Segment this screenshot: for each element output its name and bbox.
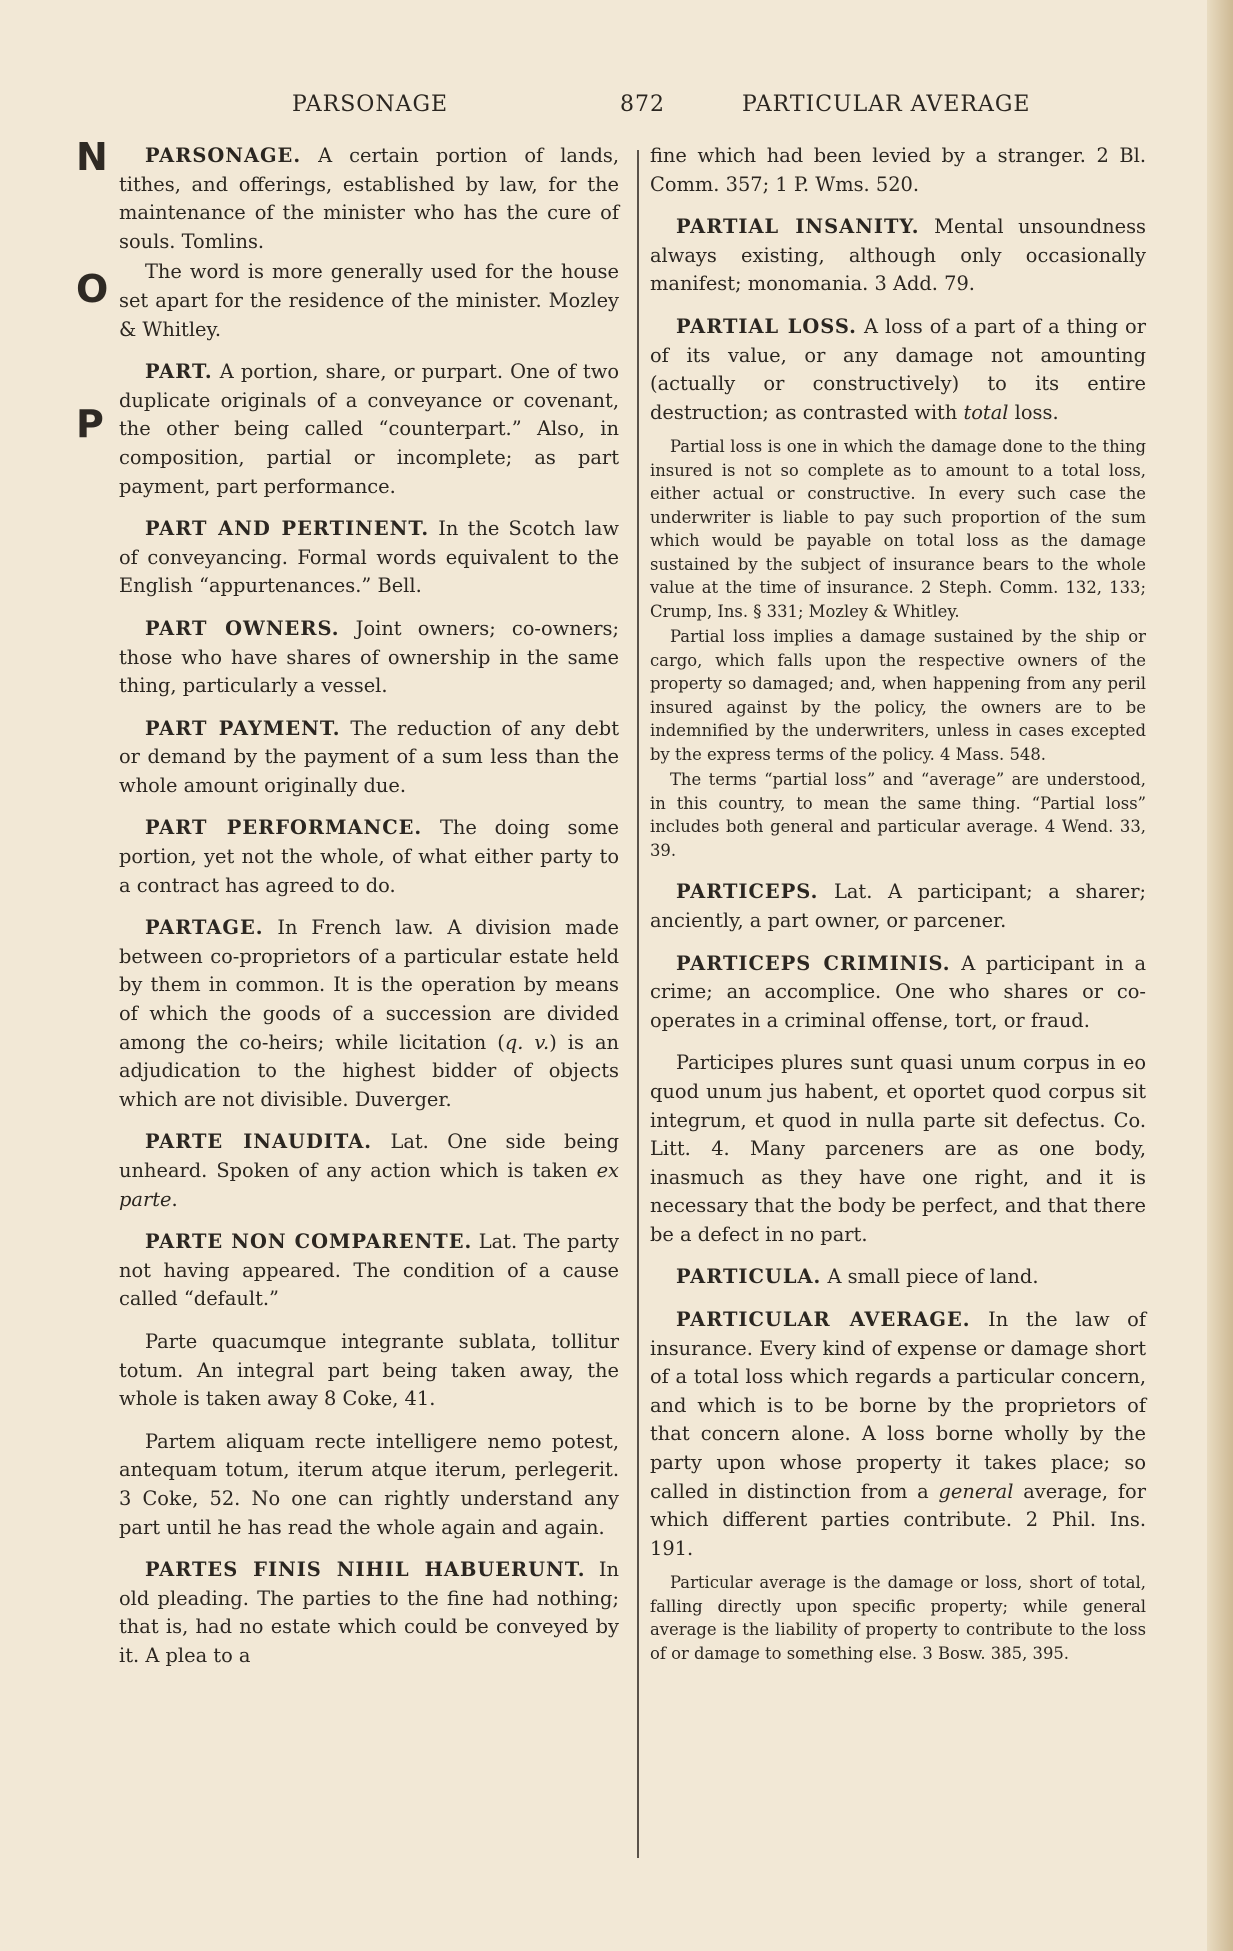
page-edge-shadow	[1207, 0, 1233, 1951]
definition: The reduction of any debt or demand by the payment of a sum less than the whole amount originally due.	[119, 716, 619, 797]
headword: PARTICULAR AVERAGE.	[676, 1308, 971, 1332]
definition: A small piece of land.	[827, 1265, 1039, 1289]
note-partial-loss-3: The terms “partial loss” and “average” are understood, in this country, to mean the same thing. “Partial loss” includes both general and particular average. 4 Wend. 33, 39.	[650, 770, 1146, 860]
definition: The word is more generally used for the house set apart for the residence of the minister. Mozley & Whitley.	[119, 260, 619, 341]
entry-parte-non-comparente	[119, 1228, 619, 1314]
headword: PART PAYMENT.	[145, 716, 341, 740]
note-partial-loss-2: Partial loss implies a damage sustained by the ship or cargo, which falls upon the respective owners of the property so damaged; and, when happening from any peril insured against by the policy, the owners are to be indemnified by the underwriters, unless in cases excepted by the express terms of the policy. 4 Mass. 548.	[650, 627, 1146, 764]
headword: PART AND PERTINENT.	[145, 517, 430, 541]
headword: PART PERFORMANCE.	[145, 816, 423, 840]
entry-part-performance	[119, 814, 619, 900]
entry-partial-loss	[650, 313, 1146, 427]
definition: In old pleading. The parties to the fine had nothing; that is, had no estate which could be conveyed by it. A plea to a	[119, 1558, 619, 1667]
running-head	[0, 92, 1233, 122]
entry-partage	[119, 914, 619, 1114]
definition: Lat. The party not having appeared. The condition of a cause called “default.”	[119, 1230, 619, 1311]
left-column	[119, 142, 619, 1685]
definition: Lat. A participant; a sharer; anciently, a part owner, or parcener.	[650, 880, 1146, 932]
page-number: 872	[620, 92, 665, 117]
definition: A participant in a crime; an accomplice. One who shares or co-operates in a criminal offense, tort, or fraud.	[650, 951, 1147, 1032]
entry-part-owners	[119, 615, 619, 701]
headword: PARTICEPS.	[676, 880, 819, 904]
definition: In the Scotch law of conveyancing. Formal words equivalent to the English “appurtenances.” Bell.	[119, 517, 620, 598]
definition-end: average, for which different parties contribute. 2 Phil. Ins. 191.	[650, 1479, 1146, 1560]
headword: PARTIAL LOSS.	[676, 314, 857, 338]
definition-start: In French law. A division made between co-proprietors of a particular estate held by them in common. It is the operation by means of which the goods of a succession are divided among the co-heirs; while licitation (	[119, 916, 619, 1054]
definition: The doing some portion, yet not the whole, of what either party to a contract has agreed to do.	[119, 816, 619, 897]
italic-term: total	[963, 400, 1009, 424]
definition: Joint owners; co-owners; those who have shares of ownership in the same thing, particularly a vessel.	[119, 616, 619, 698]
definition-end: loss.	[1008, 400, 1059, 424]
entry-particeps	[650, 878, 1146, 935]
definition: Mental unsoundness always existing, although only occasionally manifest; monomania. 3 Add. 79.	[650, 215, 1146, 296]
headword: PARTE INAUDITA.	[145, 1130, 373, 1154]
italic-term: q. v.	[504, 1030, 550, 1054]
headword: PARTICEPS CRIMINIS.	[676, 951, 951, 975]
entry-parte-inaudita	[119, 1128, 619, 1214]
entry-particeps-criminis	[650, 950, 1146, 1036]
right-guide-word: PARTICULAR AVERAGE	[742, 92, 1031, 117]
thumb-index-letter-p: P	[76, 402, 104, 446]
definition-end: .	[171, 1187, 178, 1211]
note-particular-average: Particular average is the damage or loss, short of total, falling directly upon specific property; while general average is the liability of property to contribute to the loss of or damage to something else. 3 Bosw. 385, 395.	[650, 1573, 1146, 1663]
definition-start: Lat. One side being unheard. Spoken of any action which is taken	[119, 1130, 620, 1182]
thumb-index-letter-o: O	[76, 267, 109, 311]
maxim-parte-quacumque	[119, 1328, 619, 1414]
entry-part-payment	[119, 715, 619, 801]
entry-parsonage	[119, 142, 619, 256]
maxim-text: Participes plures sunt quasi unum corpus in eo quod unum jus habent, et oportet quod corpus sit integrum, et quod in nulla parte sit defectus. Co. Litt. 4. Many parceners are as one body, inasmuch as they have one right, and it is necessary that the body be perfect, and that there be a defect in no part.	[650, 1051, 1146, 1246]
definition-start: In the law of insurance. Every kind of expense or damage short of a total loss which regards a particular concern, and which is to be borne by the proprietors of that concern alone. A loss borne wholly by the party upon whose property it takes place; so called in distinction from a	[650, 1308, 1146, 1503]
entry-particula	[650, 1263, 1146, 1292]
italic-term: ex parte	[119, 1159, 619, 1211]
left-guide-word: PARSONAGE	[292, 92, 449, 117]
definition: A certain portion of lands, tithes, and offerings, established by law, for the maintenance of the minister who has the cure of souls. Tomlins.	[119, 144, 619, 253]
definition: A portion, share, or purpart. One of two duplicate originals of a conveyance or covenant, the other being called “counterpart.” Also, in composition, partial or incomplete; as part payment, part performance.	[119, 360, 619, 498]
note-partial-loss-1: Partial loss is one in which the damage done to the thing insured is not so complete as to amount to a total loss, either actual or constructive. In every such case the underwriter is liable to pay such proportion of the sum which would be payable on total loss as the damage sustained by the subject of insurance bears to the whole value at the time of insurance. 2 Steph. Comm. 132, 133; Crump, Ins. § 331; Mozley & Whitley.	[650, 437, 1146, 621]
headword: PART.	[145, 360, 213, 384]
entry-particular-average	[650, 1306, 1146, 1563]
thumb-index-letter-n: N	[76, 135, 108, 179]
headword: PARTES FINIS NIHIL HABUERUNT.	[145, 1558, 586, 1582]
entry-partial-insanity	[650, 213, 1146, 299]
definition-end: ) is an adjudication to the highest bidder of objects which are not divisible. Duverger.	[119, 1030, 619, 1111]
entry-parsonage-continued	[119, 258, 619, 344]
maxim-partem-aliquam	[119, 1428, 619, 1542]
entry-partes-finis-continued	[650, 142, 1146, 199]
maxim-text: Partem aliquam recte intelligere nemo potest, antequam totum, iterum atque iterum, perlegerit. 3 Coke, 52. No one can rightly understand any part until he has read the whole again and again.	[119, 1429, 619, 1539]
column-divider	[637, 150, 639, 1858]
headword: PARSONAGE.	[145, 144, 302, 167]
headword: PARTE NON COMPARENTE.	[145, 1230, 473, 1254]
maxim-text: Parte quacumque integrante sublata, tollitur totum. An integral part being taken away, the whole is taken away 8 Coke, 41.	[119, 1329, 619, 1411]
entry-part	[119, 358, 619, 501]
headword: PARTICULA.	[676, 1265, 822, 1289]
definition: fine which had been levied by a stranger. 2 Bl. Comm. 357; 1 P. Wms. 520.	[650, 144, 1146, 196]
entry-part-and-pertinent	[119, 515, 619, 601]
maxim-participes	[650, 1049, 1146, 1249]
right-column	[650, 142, 1146, 1679]
headword: PART OWNERS.	[145, 616, 340, 640]
headword: PARTAGE.	[145, 916, 264, 940]
definition-start: A loss of a part of a thing or of its value, or any damage not amounting (actually or constructively) to its entire destruction; as contrasted with	[650, 314, 1146, 424]
headword: PARTIAL INSANITY.	[676, 215, 920, 239]
italic-term: general	[938, 1479, 1014, 1503]
entry-partes-finis	[119, 1556, 619, 1670]
